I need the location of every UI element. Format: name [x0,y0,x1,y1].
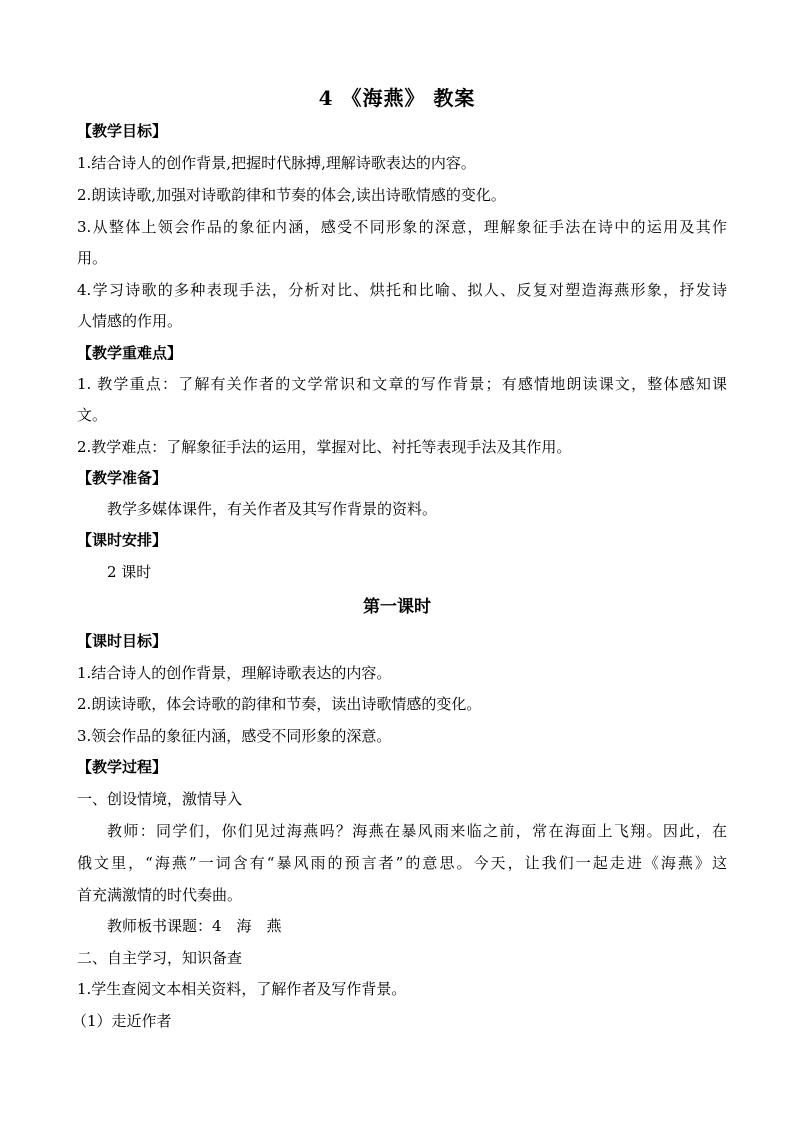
schedule-text: 2 课时 [107,563,152,581]
goals-heading: 【教学目标】 [77,122,168,140]
goal-item: 4.学习诗歌的多种表现手法，分析对比、烘托和比喻、拟人、反复对塑造海燕形象，抒发诗 [77,281,727,299]
goal-item-continued: 用。 [77,249,108,267]
prep-heading: 【教学准备】 [77,469,168,487]
goal-item: 2.朗读诗歌,加强对诗歌韵律和节奏的体会,读出诗歌情感的变化。 [77,186,506,204]
key-point-item: 1. 教学重点：了解有关作者的文学常识和文章的写作背景；有感情地朗读课文，整体感知课 [77,375,727,393]
lesson-goal-item: 1.结合诗人的创作背景，理解诗歌表达的内容。 [77,664,392,682]
lesson1-title: 第一课时 [363,597,431,617]
goal-item: 3.从整体上领会作品的象征内涵，感受不同形象的深意，理解象征手法在诗中的运用及其作 [77,218,727,236]
step2-item: 1.学生查阅文本相关资料，了解作者及写作背景。 [77,980,407,998]
key-point-item-continued: 文。 [77,406,108,424]
schedule-heading: 【课时安排】 [77,531,168,549]
teacher-intro-line: 俄文里，“海燕”一词含有“暴风雨的预言者”的意思。今天，让我们一起走进《海燕》这 [77,854,727,872]
goal-item: 1.结合诗人的创作背景,把握时代脉搏,理解诗歌表达的内容。 [77,154,476,172]
process-heading: 【教学过程】 [77,758,168,776]
key-points-heading: 【教学重难点】 [77,344,183,362]
process-step-2: 二、自主学习，知识备查 [77,949,243,967]
teacher-intro-line: 教师：同学们，你们见过海燕吗？海燕在暴风雨来临之前，常在海面上飞翔。因此，在 [107,822,727,840]
lesson-goal-item: 2.朗读诗歌，体会诗歌的韵律和节奏，读出诗歌情感的变化。 [77,695,482,713]
key-point-item: 2.教学难点：了解象征手法的运用，掌握对比、衬托等表现手法及其作用。 [77,438,572,456]
board-title: 教师板书课题：4 海 燕 [107,917,282,935]
document-title: 4 《海燕》 教案 [318,86,476,110]
lesson-goals-heading: 【课时目标】 [77,632,168,650]
lesson-goal-item: 3.领会作品的象征内涵，感受不同形象的深意。 [77,727,392,745]
step2-subitem: （1）走近作者 [72,1012,172,1030]
goal-item-continued: 人情感的作用。 [77,312,183,330]
teacher-intro-line: 首充满激情的时代奏曲。 [77,886,243,904]
process-step-1: 一、创设情境，激情导入 [77,790,243,808]
prep-text: 教学多媒体课件，有关作者及其写作背景的资料。 [107,500,438,518]
